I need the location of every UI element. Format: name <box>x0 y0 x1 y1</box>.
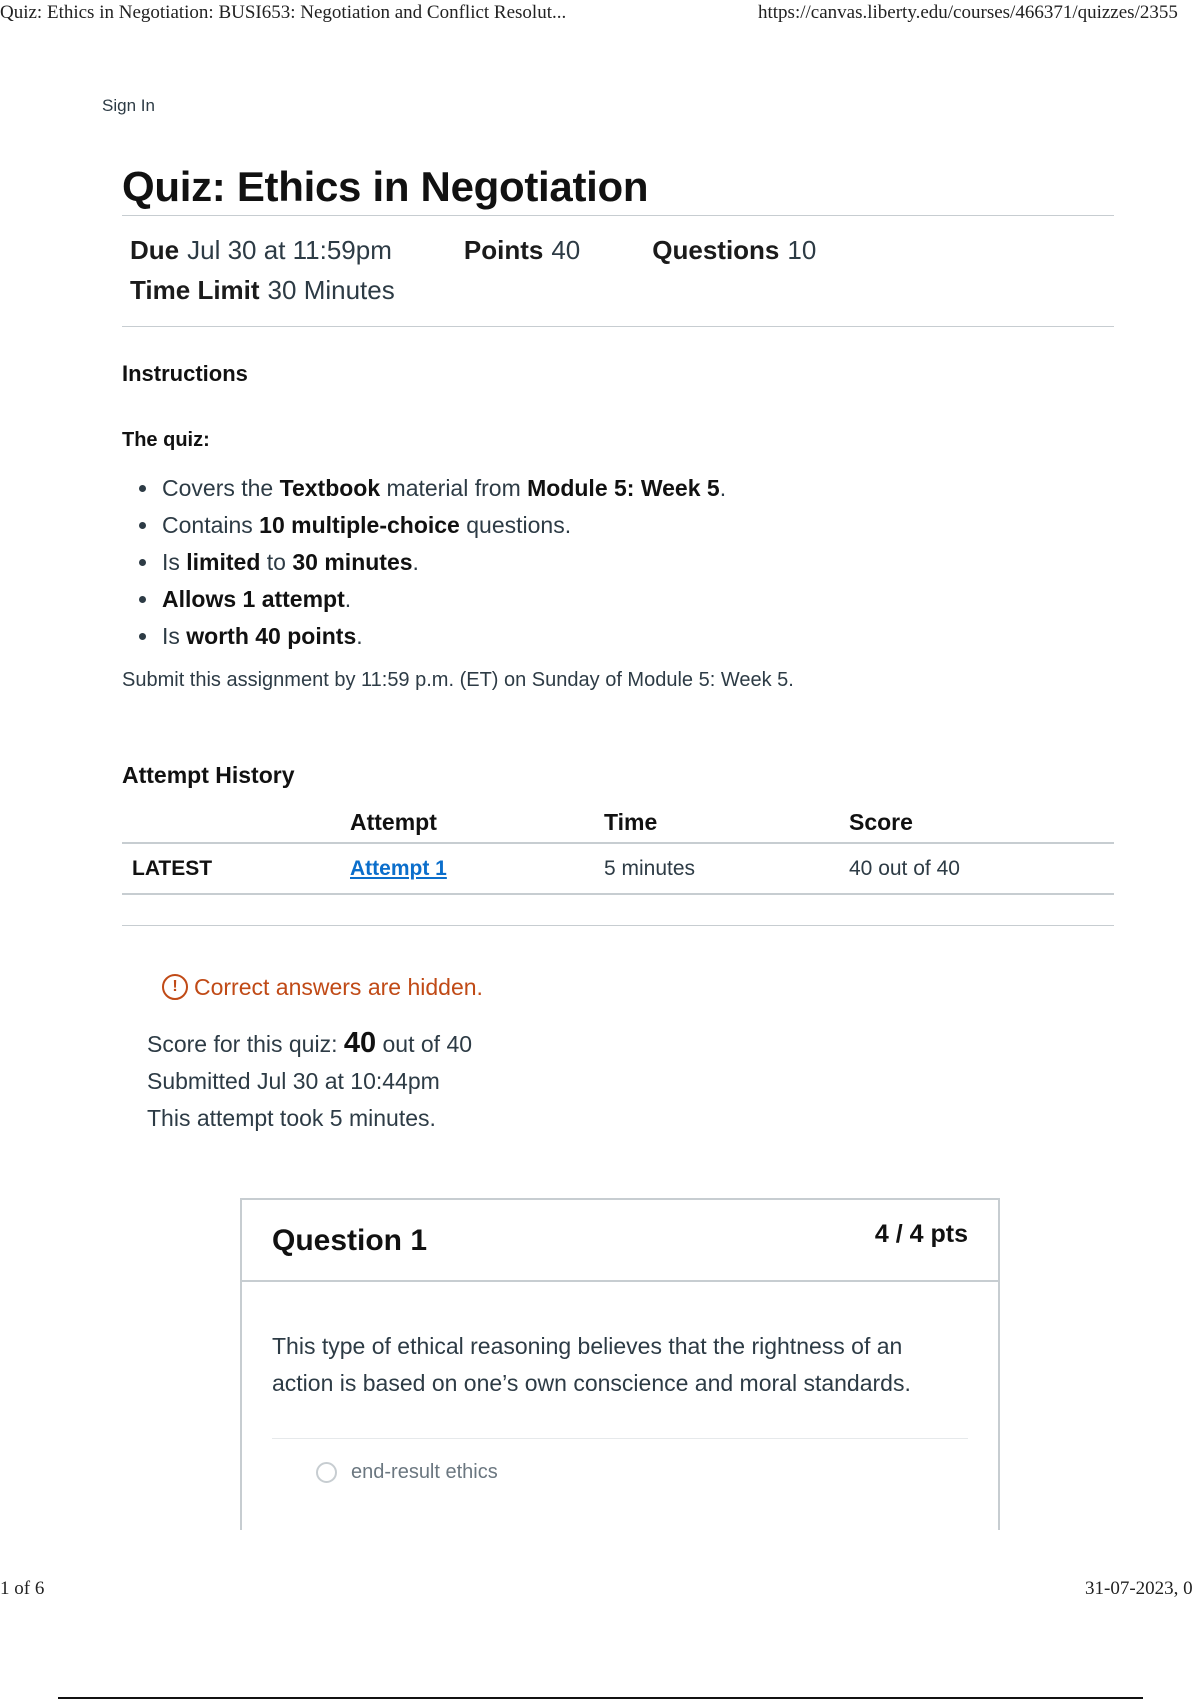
print-footer <box>0 1578 1200 1608</box>
submitted-line: Submitted Jul 30 at 10:44pm <box>147 1067 440 1094</box>
hidden-note-text: Correct answers are hidden. <box>194 973 483 1000</box>
answer-list <box>272 1438 968 1484</box>
page-number: 1 of 6 <box>0 1578 45 1599</box>
column-header-attempt: Attempt <box>340 803 594 843</box>
page-bottom-rule <box>58 1697 1143 1699</box>
instructions-intro: The quiz: <box>122 428 210 451</box>
page-title: Quiz: Ethics in Negotiation <box>122 163 649 210</box>
quiz-content <box>122 160 1114 1137</box>
instruction-item: • Allows 1 attempt. <box>160 581 1114 618</box>
questions-value: 10 <box>787 234 817 265</box>
submit-note: Submit this assignment by 11:59 p.m. (ET) on Sunday of Module 5: Week 5. <box>122 668 794 691</box>
instructions-list <box>122 470 1114 655</box>
question-points: 4 / 4 pts <box>874 1220 968 1248</box>
print-date: 31-07-2023, 0 <box>1085 1578 1193 1599</box>
instruction-item: • Is worth 40 points. <box>160 618 1114 655</box>
column-header-time: Time <box>594 803 839 843</box>
due-detail <box>130 230 392 270</box>
time-limit-detail <box>130 270 395 310</box>
points-value: 40 <box>551 234 581 265</box>
due-label: Due <box>130 234 180 265</box>
quiz-score-line: Score for this quiz: 40 out of 40 <box>147 1026 473 1059</box>
quiz-details <box>122 216 1114 326</box>
instruction-item: • Is limited to 30 minutes. <box>160 544 1114 581</box>
question-text: This type of ethical reasoning believes that the rightness of an action is based on one’s own conscience and moral standards. <box>272 1333 911 1396</box>
time-limit-value: 30 Minutes <box>267 274 395 305</box>
latest-tag: LATEST <box>122 843 340 894</box>
column-header-tag <box>122 803 340 843</box>
attempt-link[interactable]: Attempt 1 <box>350 856 447 880</box>
question-header <box>242 1200 998 1282</box>
print-header <box>0 0 1200 28</box>
answer-option[interactable] <box>316 1461 968 1484</box>
points-detail <box>464 230 580 270</box>
score-summary <box>147 1025 1114 1137</box>
questions-label: Questions <box>652 234 780 265</box>
questions-detail <box>652 230 816 270</box>
attempt-history-heading: Attempt History <box>122 761 295 788</box>
instruction-item: • Contains 10 multiple-choice questions. <box>160 507 1114 544</box>
sign-in-link[interactable]: Sign In <box>102 96 155 115</box>
print-page-url: https://canvas.liberty.edu/courses/466371/quizzes/2355 <box>758 2 1178 23</box>
correct-answers-hidden-notice <box>162 974 1114 1001</box>
radio-button-icon[interactable] <box>316 1462 337 1483</box>
points-label: Points <box>463 234 544 265</box>
instructions-heading: Instructions <box>122 360 248 386</box>
column-header-score: Score <box>839 803 1114 843</box>
table-row <box>122 843 1114 894</box>
time-cell: 5 minutes <box>594 843 839 894</box>
attempt-cell <box>340 843 594 894</box>
answer-label: end-result ethics <box>351 1461 498 1483</box>
question-title: Question 1 <box>272 1224 428 1257</box>
score-cell: 40 out of 40 <box>839 843 1114 894</box>
duration-line: This attempt took 5 minutes. <box>147 1104 436 1131</box>
table-header-row <box>122 803 1114 843</box>
time-limit-label: Time Limit <box>130 274 260 305</box>
attempt-history-table <box>122 803 1114 895</box>
question-card <box>240 1198 1000 1530</box>
due-value: Jul 30 at 11:59pm <box>187 234 392 265</box>
history-divider <box>122 925 1114 926</box>
print-page-title: Quiz: Ethics in Negotiation: BUSI653: Negotiation and Conflict Resolut... <box>0 2 567 23</box>
instruction-item: • Covers the Textbook material from Module 5: Week 5. <box>160 470 1114 507</box>
warning-icon: ! <box>162 974 188 1000</box>
details-divider <box>122 326 1114 327</box>
quiz-score-value: 40 <box>343 1026 377 1059</box>
